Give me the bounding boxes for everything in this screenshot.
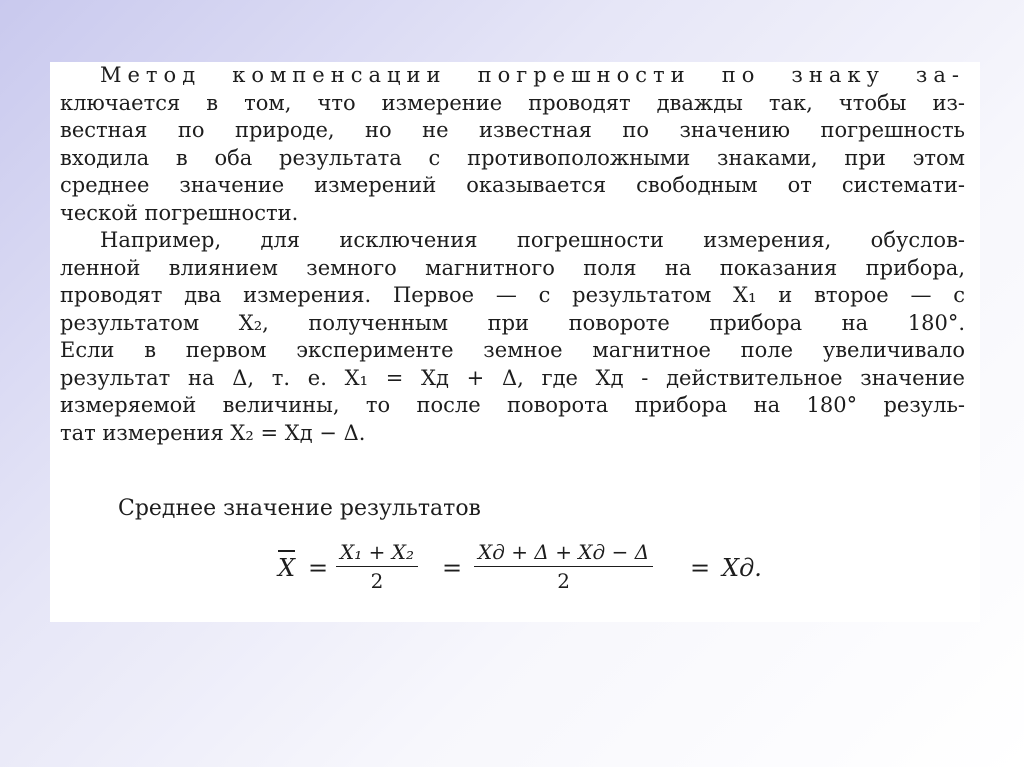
- formula-fraction-2-denominator: 2: [557, 569, 570, 593]
- paragraph-2-line-4: результатом X₂, полученным при повороте прибора на 180°.: [60, 310, 965, 335]
- formula-lhs-symbol: X: [278, 550, 295, 582]
- mean-formula: [278, 538, 798, 608]
- paragraph-2-line-6: результат на Δ, т. е. X₁ = Xд + Δ, где Xд - действительное значение: [60, 365, 965, 390]
- paragraph-2-line-2: ленной влиянием земного магнитного поля на показания прибора,: [60, 255, 965, 280]
- formula-equals-2: =: [442, 554, 463, 582]
- paragraph-1-line-4: входила в оба результата с противоположными знаками, при этом: [60, 145, 965, 170]
- formula-intro: Среднее значение результатов: [118, 496, 481, 521]
- formula-fraction-2-numerator: Xд + Δ + Xд − Δ: [474, 540, 653, 567]
- formula-rhs: Xд.: [722, 554, 762, 582]
- paragraph-1-line-5: среднее значение измерений оказывается свободным от системати-: [60, 173, 965, 197]
- formula-equals-1: =: [308, 554, 329, 582]
- formula-fraction-1-numerator: X₁ + X₂: [336, 540, 418, 567]
- paragraph-2-line-8: тат измерения X₂ = Xд − Δ.: [60, 420, 366, 445]
- formula-lhs: [278, 554, 295, 582]
- paragraph-2: [60, 227, 965, 447]
- formula-fraction-1: [336, 540, 418, 593]
- paragraph-1-line-2: ключается в том, что измерение проводят дважды так, чтобы из-: [60, 90, 965, 115]
- paragraph-2-line-1: Например, для исключения погрешности измерения, обуслов-: [100, 228, 965, 252]
- paragraph-2-line-5: Если в первом эксперименте земное магнитное поле увеличивало: [60, 338, 965, 362]
- paragraph-1-line-6: ческой погрешности.: [60, 200, 299, 225]
- paragraph-2-line-3: проводят два измерения. Первое — с результатом X₁ и второе — с: [60, 283, 965, 307]
- paragraph-2-line-7: измеряемой величины, то после поворота прибора на 180° резуль-: [60, 393, 965, 417]
- paragraph-1: [60, 62, 965, 227]
- formula-fraction-2: [474, 540, 653, 593]
- paragraph-1-line-1: Метод компенсации погрешности по знаку за-: [100, 63, 965, 87]
- body-text: [60, 62, 965, 447]
- paragraph-1-line-3: вестная по природе, но не известная по значению погрешность: [60, 118, 965, 142]
- formula-fraction-1-denominator: 2: [370, 569, 384, 593]
- formula-equals-3: =: [690, 554, 711, 582]
